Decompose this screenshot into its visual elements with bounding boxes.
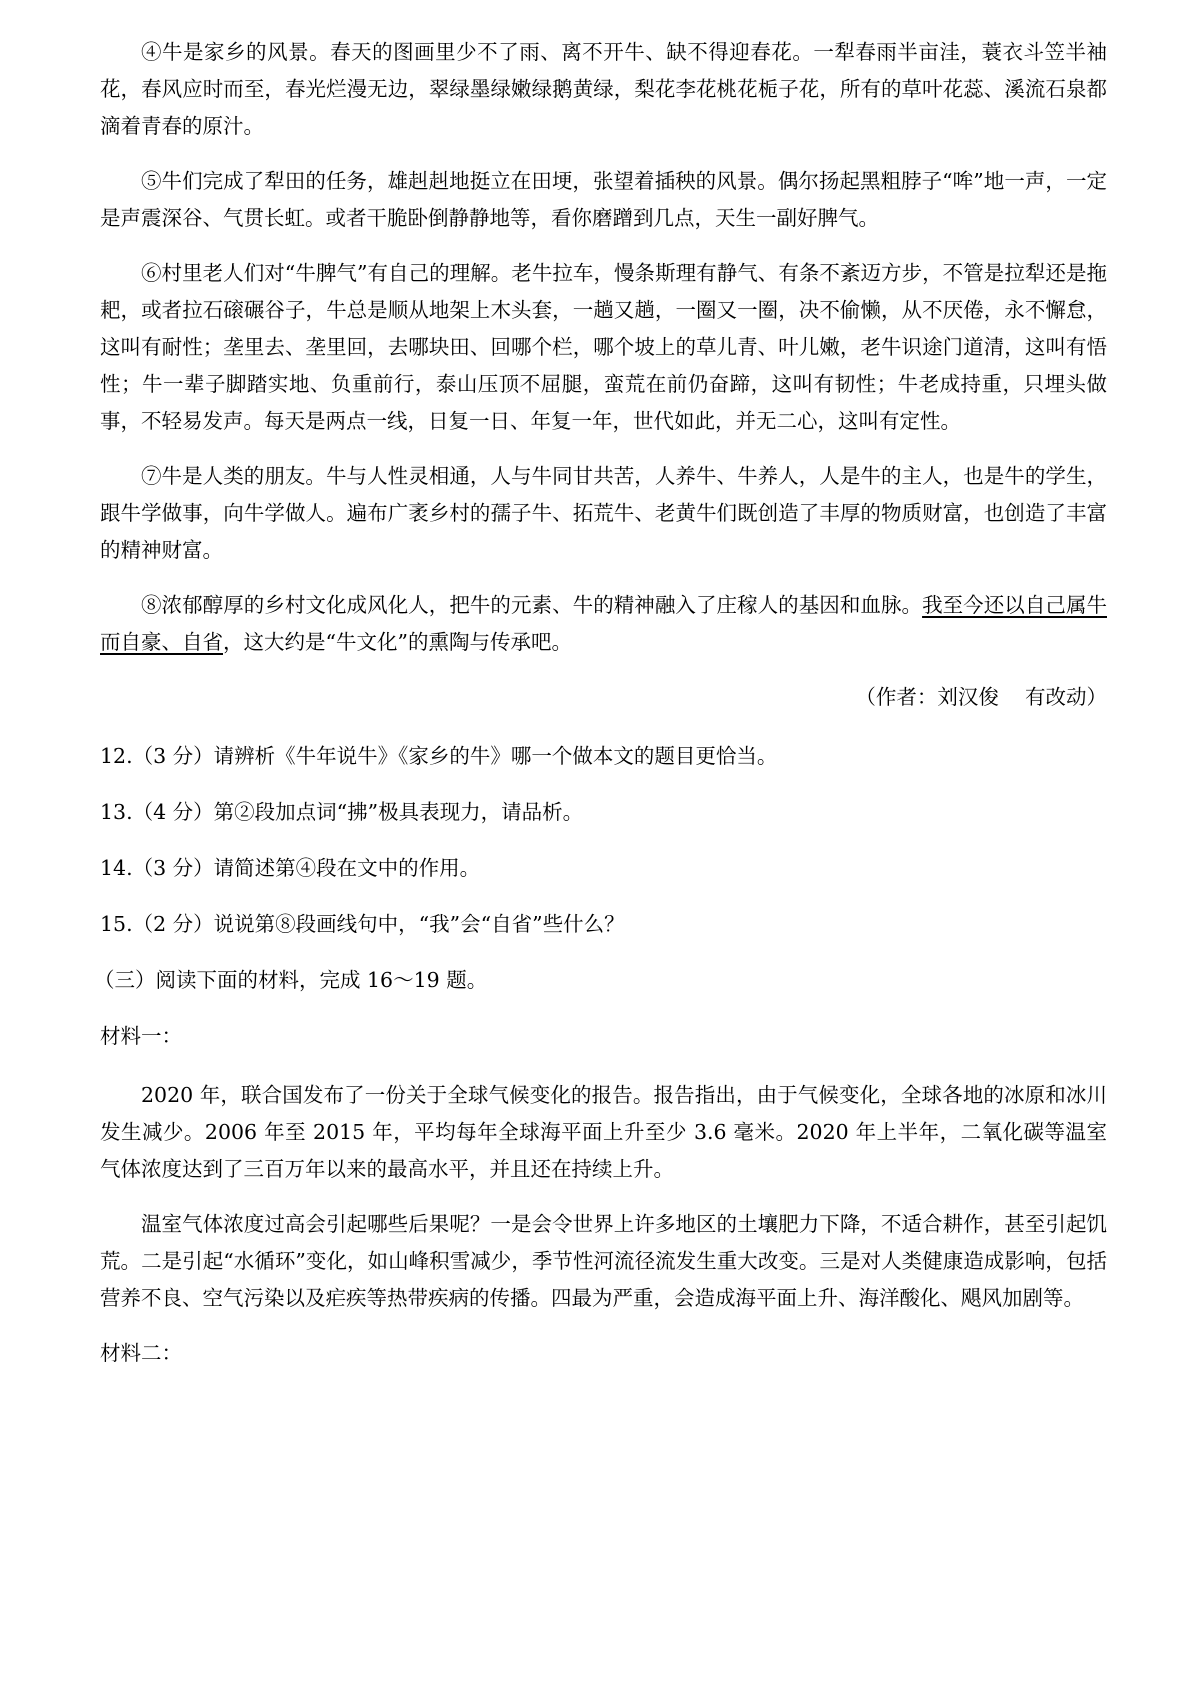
paragraph-4: ④牛是家乡的风景。春天的图画里少不了雨、离不开牛、缺不得迎春花。一犁春雨半亩洼，蓑衣斗笠半袖花，春风应时而至，春光烂漫无边，翠绿墨绿嫩绿鹅黄绿，梨花李花桃花栀子花，所有的草叶花蕊、溪流石泉都滴着青春的原汁。 <box>100 40 1107 138</box>
material-1-label: 材料一： <box>100 1024 182 1048</box>
underlined-sentence: 我至今还以自己属牛而自豪、自省 <box>100 593 1107 654</box>
paragraph-8 <box>100 587 1107 661</box>
paragraph-8-text-start: ⑧浓郁醇厚的乡村文化成风化人，把牛的元素、牛的精神融入了庄稼人的基因和血脉。 <box>141 593 923 617</box>
paragraph-8-text-end: ，这大约是“牛文化”的熏陶与传承吧。 <box>223 630 572 654</box>
paragraph-7: ⑦牛是人类的朋友。牛与人性灵相通，人与牛同甘共苦，人养牛、牛养人，人是牛的主人，也是牛的学生，跟牛学做事，向牛学做人。遍布广袤乡村的孺子牛、拓荒牛、老黄牛们既创造了丰厚的物质财富，也创造了丰富的精神财富。 <box>100 464 1107 562</box>
question-14: 14.（3 分）请简述第④段在文中的作用。 <box>100 856 481 880</box>
material-1-paragraph-2: 温室气体浓度过高会引起哪些后果呢？一是会令世界上许多地区的土壤肥力下降，不适合耕作，甚至引起饥荒。二是引起“水循环”变化，如山峰积雪减少，季节性河流径流发生重大改变。三是对人类健康造成影响，包括营养不良、空气污染以及疟疾等热带疾病的传播。四最为严重，会造成海平面上升、海洋酸化、飓风加剧等。 <box>100 1212 1107 1310</box>
question-15: 15.（2 分）说说第⑧段画线句中，“我”会“自省”些什么？ <box>100 912 625 936</box>
paragraph-6: ⑥村里老人们对“牛脾气”有自己的理解。老牛拉车，慢条斯理有静气、有条不紊迈方步，不管是拉犁还是拖耙，或者拉石磙碾谷子，牛总是顺从地架上木头套，一趟又趟，一圈又一圈，决不偷懒，从不厌倦，永不懈怠，这叫有耐性；垄里去、垄里回，去哪块田、回哪个栏，哪个坡上的草儿青、叶儿嫩，老牛识途门道清，这叫有悟性；牛一辈子脚踏实地、负重前行，泰山压顶不屈腿，蛮荒在前仍奋蹄，这叫有韧性；牛老成持重，只埋头做事，不轻易发声。每天是两点一线，日复一日、年复一年，世代如此，并无二心，这叫有定性。 <box>100 261 1107 433</box>
section-3-heading: （三）阅读下面的材料，完成 16～19 题。 <box>94 968 488 992</box>
paragraph-5: ⑤牛们完成了犁田的任务，雄赳赳地挺立在田埂，张望着插秧的风景。偶尔扬起黑粗脖子“哞”地一声，一定是声震深谷、气贯长虹。或者干脆卧倒静静地等，看你磨蹭到几点，天生一副好脾气。 <box>100 169 1107 230</box>
author-credit: （作者：刘汉俊 有改动） <box>855 685 1107 709</box>
material-1-paragraph-1: 2020 年，联合国发布了一份关于全球气候变化的报告。报告指出，由于气候变化，全球各地的冰原和冰川发生减少。2006 年至 2015 年，平均每年全球海平面上升至少 3.6 毫米。2020 年上半年，二氧化碳等温室气体浓度达到了三百万年以来的最高水平，并且还在持续上升。 <box>100 1083 1107 1181</box>
material-2-label: 材料二： <box>100 1341 182 1365</box>
question-12: 12.（3 分）请辨析《牛年说牛》《家乡的牛》哪一个做本文的题目更恰当。 <box>100 744 778 768</box>
question-13: 13.（4 分）第②段加点词“拂”极具表现力，请品析。 <box>100 800 584 824</box>
